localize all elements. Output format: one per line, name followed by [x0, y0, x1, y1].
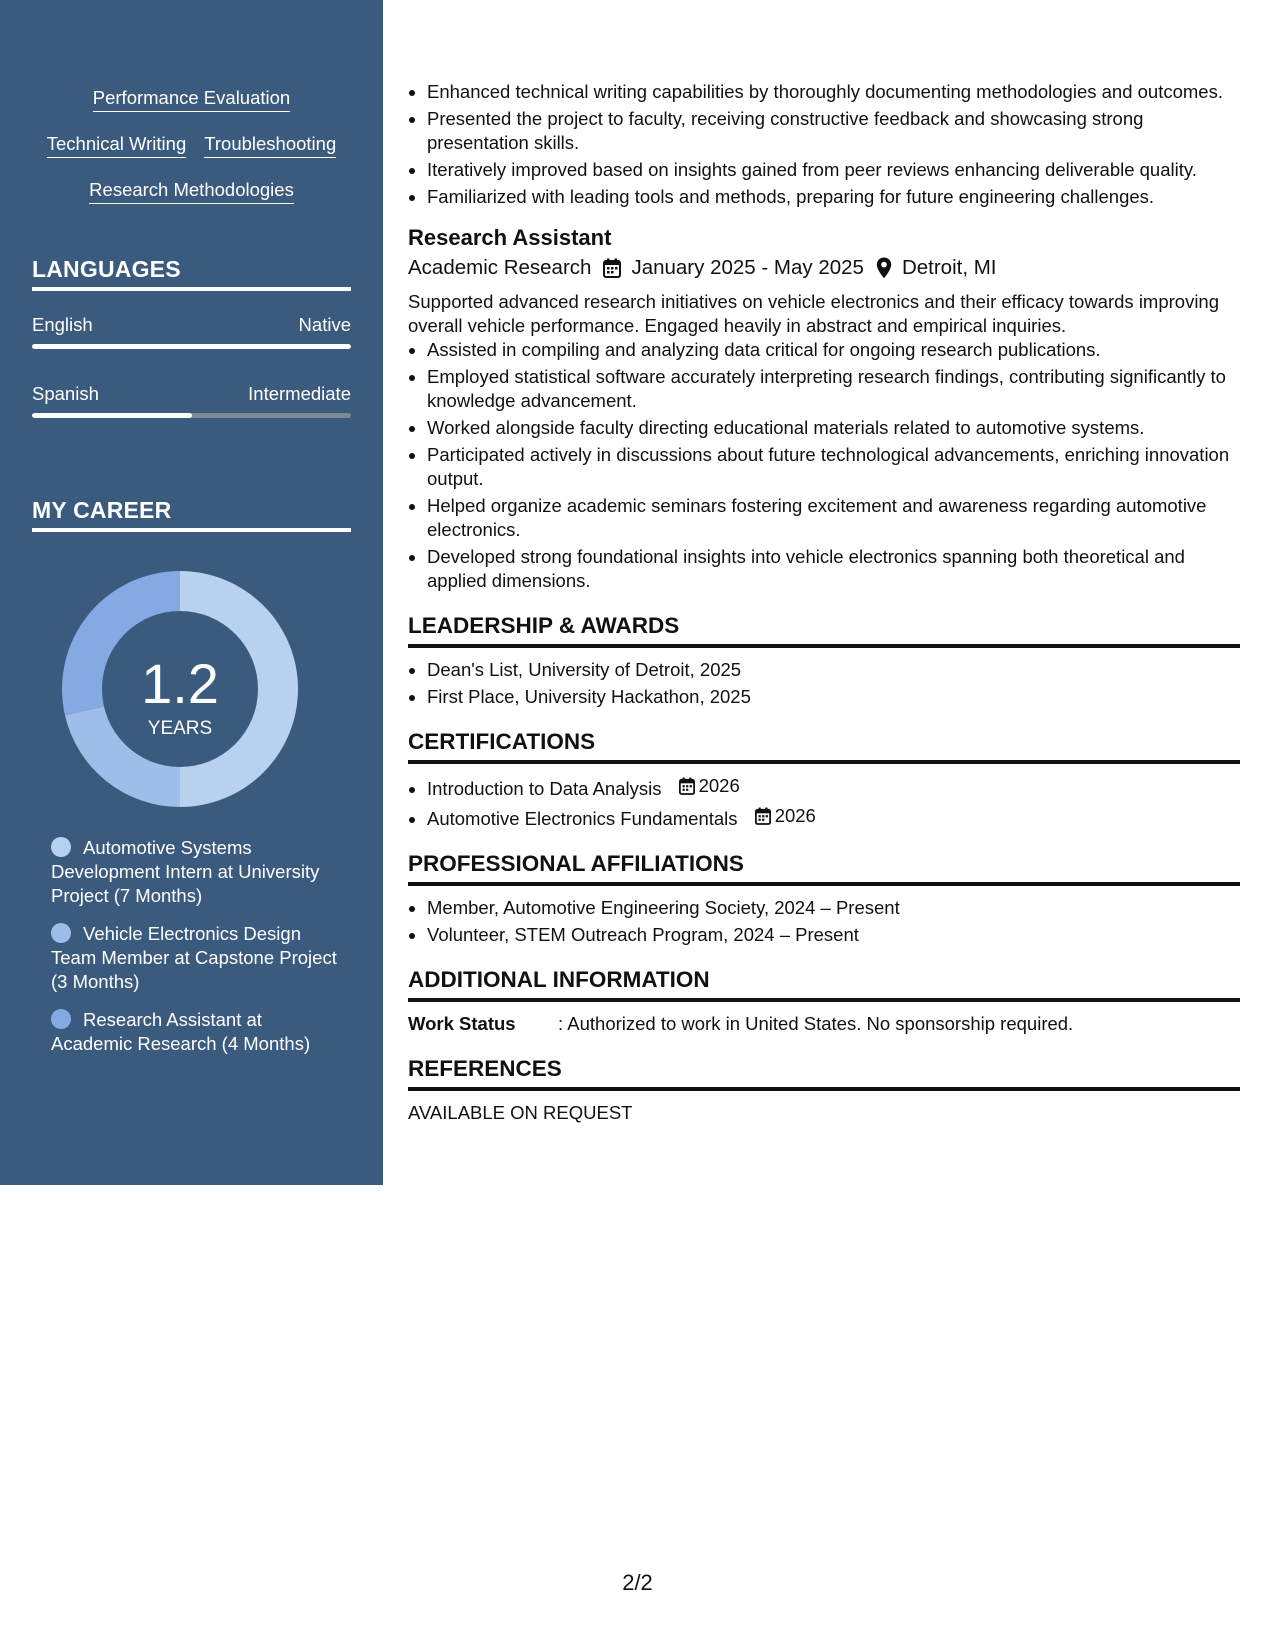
- certifications-list: [408, 774, 1240, 831]
- career-item-text: Automotive Systems Development Intern at University Project (7 Months): [51, 837, 320, 906]
- leadership-list: [408, 658, 1240, 709]
- list-item: [427, 804, 1240, 831]
- skills-row: [0, 86, 383, 112]
- list-item: • First Place, University Hackathon, 2025: [427, 685, 1240, 709]
- job-company: Academic Research: [408, 256, 592, 279]
- list-item: • Developed strong foundational insights into vehicle electronics spanning both theoretical and applied dimensions.: [427, 545, 1240, 593]
- work-status-value: : Authorized to work in United States. No sponsorship required.: [558, 1013, 1074, 1034]
- list-item: • Worked alongside faculty directing educational materials related to automotive systems.: [427, 416, 1240, 440]
- list-item: • Dean's List, University of Detroit, 2025: [427, 658, 1240, 682]
- list-item: • Assisted in compiling and analyzing data critical for ongoing research publications.: [427, 338, 1240, 362]
- job-summary: Supported advanced research initiatives on vehicle electronics and their efficacy towards improving overall vehicle performance. Engaged heavily in abstract and empirical inquiries.: [408, 291, 1220, 336]
- job-location: Detroit, MI: [901, 256, 997, 279]
- job-dates: January 2025 - May 2025: [631, 256, 864, 279]
- list-item: • Iteratively improved based on insights gained from peer reviews enhancing deliverable quality.: [427, 158, 1240, 182]
- list-item: • Helped organize academic seminars fostering excitement and awareness regarding automotive electronics.: [427, 494, 1240, 542]
- affiliations-list: [408, 896, 1240, 947]
- certifications-heading: CERTIFICATIONS: [408, 729, 1240, 764]
- additional-info-heading: ADDITIONAL INFORMATION: [408, 967, 1240, 1002]
- skill-tag: Troubleshooting: [204, 132, 336, 158]
- language-item-english: [32, 314, 351, 349]
- career-item-text: Research Assistant at Academic Research (4 Months): [51, 1009, 311, 1054]
- main-content: [408, 80, 1240, 1125]
- career-dot: [51, 923, 71, 943]
- skills-row: [0, 132, 383, 158]
- language-proficiency-fill: [32, 344, 351, 349]
- sidebar: [0, 0, 383, 1185]
- references-heading: REFERENCES: [408, 1056, 1240, 1091]
- language-level: Intermediate: [248, 383, 351, 404]
- career-total-value: 1.2: [141, 652, 219, 715]
- skills-row: [0, 178, 383, 204]
- career-dot: [51, 837, 71, 857]
- language-level: Native: [298, 314, 351, 335]
- job-meta: [408, 254, 1240, 282]
- languages-heading: LANGUAGES: [32, 256, 351, 291]
- language-item-spanish: [32, 383, 351, 418]
- career-dot: [51, 1009, 71, 1029]
- skill-tag: Research Methodologies: [89, 178, 294, 204]
- location-pin-icon: [876, 257, 892, 279]
- skill-tag: Performance Evaluation: [93, 86, 290, 112]
- calendar-icon: [755, 807, 771, 825]
- calendar-icon: [603, 258, 621, 278]
- work-status-row: [408, 1012, 1240, 1036]
- certification-name: Introduction to Data Analysis: [427, 778, 662, 799]
- certification-name: Automotive Electronics Fundamentals: [427, 808, 738, 829]
- career-item: [51, 1008, 341, 1056]
- job-bullets: [408, 338, 1240, 593]
- language-proficiency-bar: [32, 344, 351, 349]
- career-item: [51, 836, 341, 908]
- certification-year: 2026: [774, 805, 816, 826]
- language-name: Spanish: [32, 383, 99, 404]
- career-list: [51, 836, 341, 1070]
- list-item: • Member, Automotive Engineering Society, 2024 – Present: [427, 896, 1240, 920]
- list-item: • Enhanced technical writing capabilities by thoroughly documenting methodologies and outcomes.: [427, 80, 1240, 104]
- career-donut-chart: [62, 571, 298, 807]
- career-heading: MY CAREER: [32, 497, 351, 532]
- career-total-unit: YEARS: [147, 718, 213, 739]
- list-item: • Familiarized with leading tools and methods, preparing for future engineering challenges.: [427, 185, 1240, 209]
- skill-tag: Technical Writing: [47, 132, 187, 158]
- leadership-heading: LEADERSHIP & AWARDS: [408, 613, 1240, 648]
- language-proficiency-bar: [32, 413, 351, 418]
- list-item: • Presented the project to faculty, receiving constructive feedback and showcasing strong presentation skills.: [427, 107, 1240, 155]
- certification-year: 2026: [698, 775, 740, 796]
- list-item: • Volunteer, STEM Outreach Program, 2024 – Present: [427, 923, 1240, 947]
- list-item: • Employed statistical software accurately interpreting research findings, contributing significantly to knowledge advancement.: [427, 365, 1240, 413]
- list-item: [427, 774, 1240, 801]
- references-text: AVAILABLE ON REQUEST: [408, 1102, 633, 1123]
- affiliations-heading: PROFESSIONAL AFFILIATIONS: [408, 851, 1240, 886]
- career-item: [51, 922, 341, 994]
- language-proficiency-fill: [32, 413, 192, 418]
- page-number: 2/2: [622, 1570, 653, 1595]
- skills-list: [0, 86, 383, 224]
- career-item-text: Vehicle Electronics Design Team Member at Capstone Project (3 Months): [51, 923, 337, 992]
- work-status-label: Work Status: [408, 1013, 516, 1034]
- previous-job-bullets: [408, 80, 1240, 209]
- list-item: • Participated actively in discussions about future technological advancements, enriching innovation output.: [427, 443, 1240, 491]
- job-title: Research Assistant: [408, 225, 612, 250]
- language-name: English: [32, 314, 93, 335]
- calendar-icon: [679, 777, 695, 795]
